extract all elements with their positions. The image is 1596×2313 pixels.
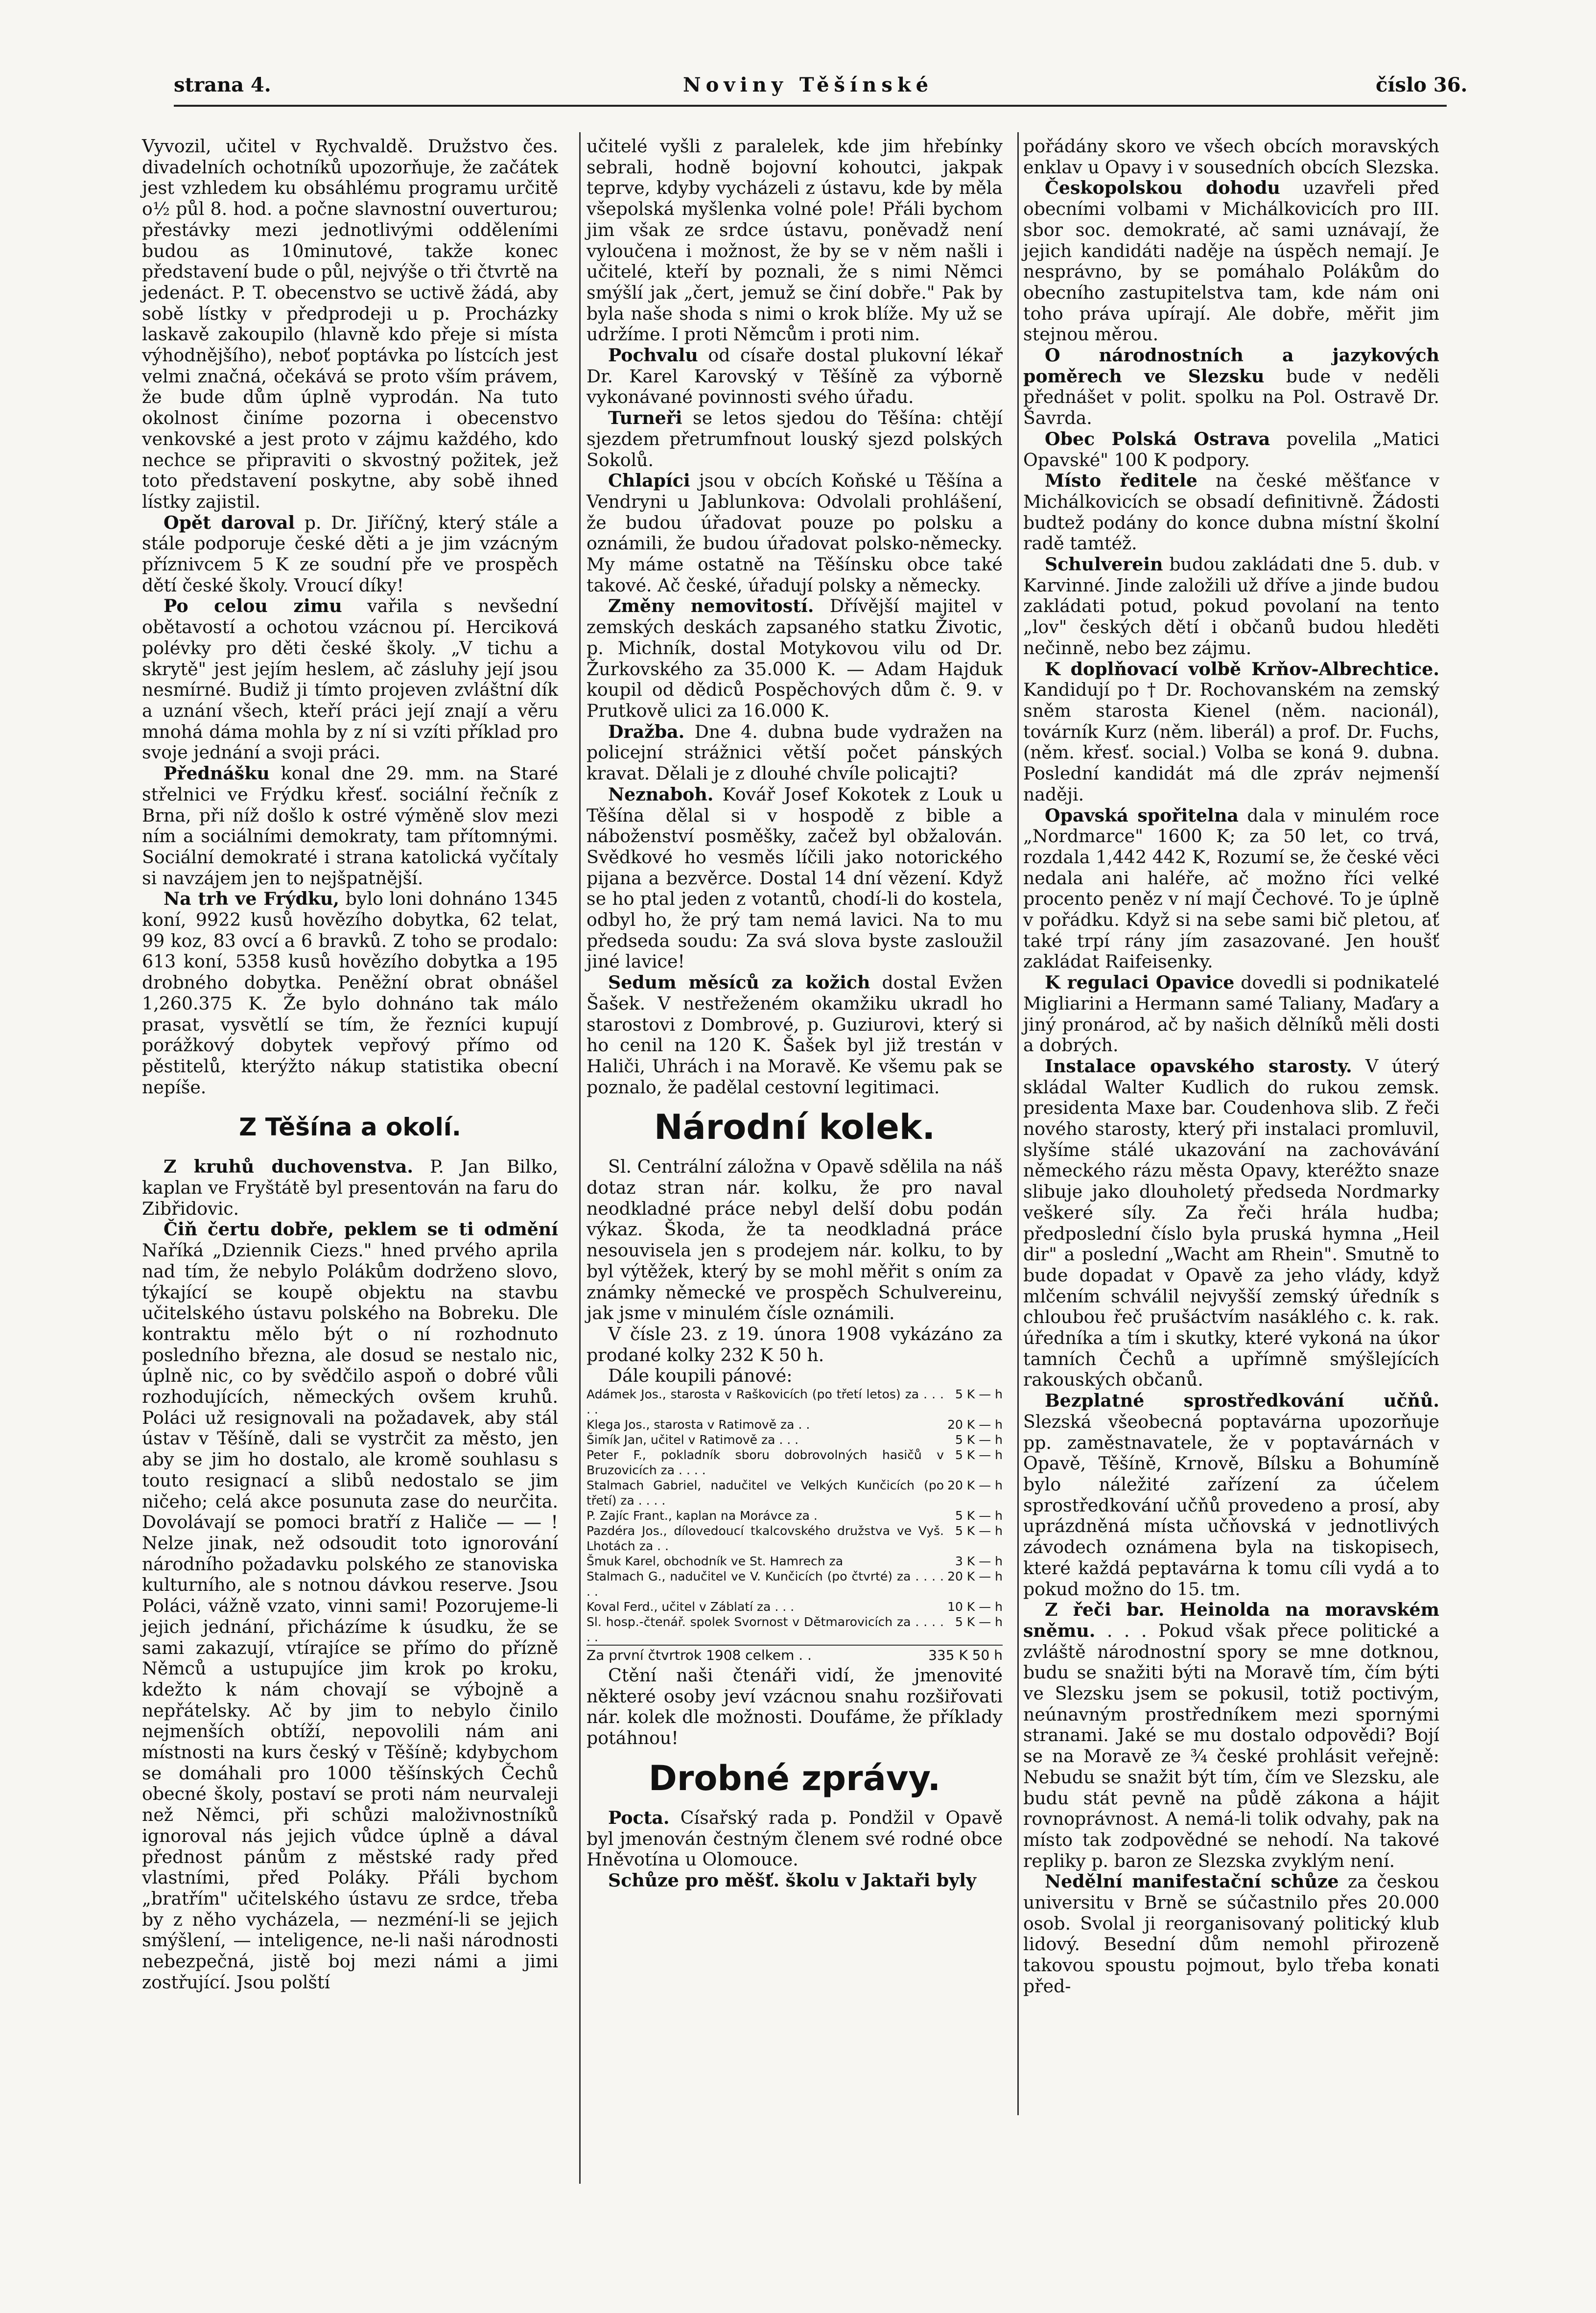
- stamp-buyer-name: Šimík Jan, učitel v Ratimově za . . .: [587, 1433, 799, 1447]
- stamp-buyer-row: [587, 1447, 1003, 1478]
- newspaper-title: Noviny Těšínské: [683, 73, 934, 96]
- article-text: Dřívější majitel v zemských deskách zapsaného statku Životic, p. Michník, dostal Motykovou vilu od Dr. Žurkovského za 35.000 K. — Adam Hajduk koupil od dědiců Pospěchových dům č. 9. v Prutkově ulici za 16.000 K.: [587, 595, 1003, 721]
- article-keyword: Změny nemovitostí.: [608, 595, 814, 617]
- article-keyword: Schulverein: [1045, 554, 1163, 575]
- article-text: P. Jan Bilko, kaplan ve Fryštátě byl presentován na faru do Zibřidovic.: [142, 1156, 559, 1219]
- article-paragraph: [587, 784, 1003, 972]
- article-keyword: Bezplatné sprostředkování učňů.: [1045, 1390, 1439, 1412]
- article-text: V úterý skládal Walter Kudlich do rukou zemsk. presidenta Maxe bar. Coudenhova slib. Z řeči nového starosty, který při instalaci promluvil, slyšíme stálé ukazování na zachovávání německého rázu města Opavy, kteréžto snaze slibuje jako dlouholetý předseda Nordmarky veškeré síly. Za řeči hrála hudba; předposlední číslo byla pruská hymna „Heil dir" a poslední „Wacht am Rhein". Smutně to bude dopadat v Opavě za jeho vlády, když mlčením schválil nejvyšší zemský úředník s chloubou řeč prušáctvím nasáklého c. k. rak. úředníka a tím i skutky, které vykoná na úkor tamních Čechů a upřímně smýšlejících rakouských občanů.: [1023, 1055, 1439, 1391]
- section-heading: Národní kolek.: [654, 1107, 936, 1148]
- article-text: Císařský rada p. Pondžil v Opavě byl jmenován čestným členem své rodné obce Hněvotína u Olomouce.: [587, 1807, 1003, 1870]
- article-keyword: Dražba.: [608, 721, 685, 742]
- stamp-buyer-name: Pazdéra Jos., dílovedoucí tkalcovského družstva ve Vyš. Lhotách za . .: [587, 1524, 944, 1554]
- article-text: od císaře dostal plukovní lékař Dr. Karel Karovský v Těšíně za výborně vykonávané povinnosti svého úřadu.: [587, 345, 1003, 408]
- article-text: na české měšťance v Michálkovicích se obsadí definitivně. Žádosti budtež podány do konce dubna místní školní radě tamtéž.: [1023, 470, 1439, 554]
- article-text: Dne 4. dubna bude vydražen na policejní strážnici větší počet pánských kravat. Dělali je z dlouhé chvíle policajti?: [587, 721, 1003, 784]
- stamp-total-amount: 335 K 50 h: [928, 1647, 1003, 1664]
- stamp-buyer-name: Sl. hosp.-čtenář. spolek Svornost v Dětmarovicích za . . . . . .: [587, 1615, 944, 1645]
- article-paragraph: [1023, 1391, 1439, 1600]
- article-text: vařila s nevšední obětavostí a ochotou vzácnou pí. Herciková polévky pro děti české školy. „V tichu a skrytě" jest jejím heslem, ač zásluhy její jsou nesmírné. Budiž ji tímto projeven zvláštní dík a uznání všech, kteří práci její znají a věru mnohá dáma mohla by z ní si vzíti příklad pro svoje jednání a svoji práci.: [142, 595, 558, 763]
- stamp-total-row: [587, 1645, 1003, 1665]
- article-paragraph: pořádány skoro ve všech obcích moravských enklav u Opavy i v sousedních obcích Slezska.: [1023, 136, 1439, 178]
- article-paragraph: [1023, 554, 1439, 659]
- article-paragraph: [587, 345, 1003, 408]
- article-keyword: Neznaboh.: [608, 783, 714, 805]
- article-text: dovedli si podnikatelé Migliarini a Hermann samé Taliany, Maďary a jiný pronárod, ač by našich dělníků měli dosti a dobrých.: [1023, 972, 1440, 1056]
- article-keyword: K regulaci Opavice: [1045, 972, 1235, 993]
- stamp-buyer-name: Adámek Jos., starosta v Raškovicích (po třetí letos) za . . . . .: [587, 1387, 944, 1417]
- article-text: za českou universitu v Brně se súčastnilo přes 20.000 osob. Svolal ji reorganisovaný politický klub lidový. Besední dům nemohl přirozeně takovou spoustu pojmout, bylo třeba konati před-: [1023, 1871, 1439, 1997]
- stamp-buyer-amount: 5 K — h: [955, 1433, 1003, 1447]
- stamp-buyer-name: Koval Ferd., učitel v Záblatí za . . .: [587, 1600, 795, 1614]
- article-keyword: Turneři: [608, 407, 682, 429]
- article-paragraph: [587, 1808, 1003, 1870]
- stamp-buyer-name: P. Zajíc Frant., kaplan na Morávce za .: [587, 1509, 818, 1523]
- article-paragraph: [1023, 659, 1439, 805]
- article-keyword: Obec Polská Ostrava: [1045, 428, 1270, 449]
- stamp-buyer-row: [587, 1523, 1003, 1554]
- article-text: p. Dr. Jiříčný, který stále a stále podporuje české děti a je jim vzácným příznivcem 5 K ze soudní pře ve prospěch dětí české školy. Vroucí díky!: [142, 512, 558, 596]
- article-paragraph: [1023, 1600, 1439, 1871]
- article-text: bude v neděli přednášet v polit. spolku na Pol. Ostravě Dr. Šavrda.: [1023, 365, 1439, 429]
- stamp-buyer-row: [587, 1417, 1003, 1432]
- column-divider-2: [1017, 132, 1019, 2115]
- article-keyword: Sedum měsíců za kožich: [608, 972, 870, 993]
- stamp-buyer-row: [587, 1432, 1003, 1447]
- column-1: [142, 136, 558, 1993]
- article-paragraph: Ctění naši čtenáři vidí, že jmenovité některé osoby jeví vzácnou snahu rozšiřovati nár. kolek dle možnosti. Doufáme, že příklady potáhnou!: [587, 1665, 1003, 1749]
- stamp-buyer-row: [587, 1599, 1003, 1614]
- section-heading: Z Těšína a okolí.: [239, 1113, 461, 1142]
- column-2: [587, 136, 1003, 1891]
- article-paragraph: [587, 596, 1003, 721]
- article-keyword: Pochvalu: [608, 345, 698, 366]
- stamp-buyer-amount: 20 K — h: [947, 1569, 1003, 1584]
- column-3: [1023, 136, 1439, 1997]
- article-paragraph: [142, 889, 558, 1098]
- article-keyword: O národnostních a jazykových poměrech ve Slezsku: [1023, 345, 1439, 387]
- article-text: konal dne 29. mm. na Staré střelnici ve Frýdku křesť. sociální řečník z Brna, při níž došlo k ostré výměně slov mezi ním a sociálními demokraty, tam přítomnými. Sociální demokraté i strana katolická vyčítaly si navzájem jen to nejšpatnější.: [142, 763, 558, 889]
- header-rule: [174, 105, 1447, 107]
- article-text: Slezská všeobecná poptavárna upozorňuje pp. zaměstnavatele, že v poptavárnách v Opavě, Těšíně, Krnově, Bílsku a Bohumíně bylo náležité zařízení za účelem sprostředkování učňů provedeno a prosí, aby uprázdněná místa učňovská v jednotlivých závodech oznámena byla na tiskopisech, které každá peptavárna k tomu cíli vydá a to pokud možno do 15. tm.: [1023, 1411, 1439, 1600]
- article-keyword: Z řeči bar. Heinolda na moravském sněmu.: [1023, 1599, 1439, 1641]
- article-keyword: Místo ředitele: [1045, 470, 1197, 492]
- article-keyword: Opavská spořitelna: [1045, 804, 1239, 826]
- article-paragraph: [1023, 805, 1439, 973]
- stamp-buyer-row: [587, 1569, 1003, 1599]
- stamp-buyer-amount: 5 K — h: [955, 1387, 1003, 1402]
- article-paragraph: [587, 408, 1003, 471]
- stamp-buyer-amount: 20 K — h: [947, 1417, 1003, 1432]
- article-keyword: Opět daroval: [164, 512, 295, 533]
- issue-number: číslo 36.: [1376, 73, 1468, 96]
- article-paragraph: Vyvozil, učitel v Rychvaldě. Družstvo čes. divadelních ochotníků upozorňuje, že začátek jest vzhledem ku obsáhlému programu určitě o½ půl 8. hod. a počne slavnostní ouverturou; přestávky mezi jednotlivými odděleními budou as 10minutové, takže konec představení bude o půl, nejvýše o tři čtvrtě na jedenáct. P. T. obecenstvo se uctivě žádá, aby sobě lístky v předprodeji u p. Procházky laskavě zakoupilo (hlavně kdo přeje si místa výhodnějšího), neboť poptávka po lístcích jest velmi značná, očekává se proto vším právem, že bude dům úplně vyprodán. Na tuto okolnost činíme pozorna i obecenstvo venkovské a jest proto v zájmu každého, kdo nechce se připraviti o skvostný požitek, jež toto představení poskytne, aby sobě ihned lístky zajistil.: [142, 136, 558, 512]
- article-keyword: Čiň čertu dobře, peklem se ti odmění: [164, 1219, 558, 1240]
- article-paragraph: V čísle 23. z 19. února 1908 vykázáno za prodané kolky 232 K 50 h.: [587, 1323, 1003, 1366]
- article-keyword: Na trh ve Frýdku,: [164, 888, 340, 910]
- stamp-buyer-amount: 20 K — h: [947, 1478, 1003, 1493]
- article-paragraph: [1023, 972, 1439, 1056]
- article-paragraph: [142, 1219, 558, 1993]
- article-paragraph: [1023, 178, 1439, 345]
- section-heading: Drobné zprávy.: [648, 1758, 941, 1798]
- article-text: budou zakládati dne 5. dub. v Karvinné. Jinde založili už dříve a jinde budou zakládati potud, pokud povolaní na tento „lov" českých dětí i občanů budou hleděti nečinně, nebo bez zájmu.: [1023, 554, 1439, 659]
- stamp-buyer-row: [587, 1478, 1003, 1508]
- stamp-buyer-name: Klega Jos., starosta v Ratimově za . .: [587, 1417, 810, 1432]
- article-keyword: Z kruhů duchovenstva.: [164, 1156, 413, 1178]
- article-keyword: Instalace opavského starosty.: [1045, 1055, 1352, 1077]
- article-paragraph: [142, 596, 558, 763]
- article-paragraph: [142, 513, 558, 596]
- article-paragraph: [1023, 429, 1439, 471]
- stamp-buyer-name: Stalmach Gabriel, nadučitel ve Velkých Kunčicích (po třetí) za . . . .: [587, 1478, 944, 1508]
- article-keyword: Českopolskou dohodu: [1045, 177, 1280, 199]
- article-keyword: Nedělní manifestační schůze: [1045, 1871, 1339, 1892]
- article-text: . . . Pokud však přece politické a zvláště národnostní spory se mne dotknou, budu se snažiti býti na Moravě tím, čím býti ve Slezsku jsem se pokusil, totiž poctivým, neúnavným prostředníkem mezi spornými stranami. Jaké se mu dostalo odpovědi? Bojí se na Moravě ze ¾ české prohlásit veřejně: Nebudu se snažit být tím, čím ve Slezsku, ale budu stát pevně na půdě zákona a hájit rovnoprávnost. A nemá-li tolik odvahy, pak na místo tak zodpovědné se nehodí. Na takové repliky p. baron ze Slezska zvyklým není.: [1023, 1620, 1439, 1871]
- article-text: Kandidují po † Dr. Rochovanském na zemský sněm starosta Kienel (něm. nacionál), továrník Kurz (něm. liberál) a prof. Dr. Fuchs, (něm. křesť. social.) Volba se koná 9. dubna. Poslední kandidát má dle zpráv nejmenší naději.: [1023, 679, 1439, 805]
- article-keyword: Schůze pro měšť. školu v Jaktaři byly: [608, 1870, 977, 1891]
- article-text: povelila „Matici Opavské" 100 K podpory.: [1023, 428, 1439, 471]
- article-text: dala v minulém roce „Nordmarce" 1600 K; za 50 let, co trvá, rozdala 1,442 442 K, Rozumí se, že české věci nedala ani haléře, ač možno říci velké procento peněz v ní mají Čechové. To je úplně v pořádku. Když si na sebe sami bič pletou, ať také trpí rány jím zasazované. Jen houšť zakládat Raifeisenky.: [1023, 804, 1439, 972]
- article-paragraph: [142, 763, 558, 889]
- article-paragraph: [587, 972, 1003, 1098]
- stamp-buyer-row: [587, 1554, 1003, 1569]
- article-paragraph: [587, 1870, 1003, 1891]
- article-text: Kovář Josef Kokotek z Louk u Těšína dělal si v hospodě z bible a náboženství posměšky, začež byl obžalován. Svědkové ho vesměs líčili jako notorického pijana a bezvěrce. Dostal 14 dní vězení. Když se ho ptal jeden z votantů, chodí-li do kostela, odbyl ho, že prý tam nemá lavici. Na to mu předseda soudu: Za svá slova byste zasloužil jiné lavice!: [587, 783, 1003, 972]
- article-keyword: Chlapíci: [608, 470, 690, 492]
- column-divider-1: [579, 132, 581, 2184]
- article-paragraph: učitelé vyšli z paralelek, kde jim hřebínky sebrali, hodně bojovní kohoutci, jakpak teprve, kdyby vycházeli z ústavu, kde by měla všepolská myšlenka volné pole! Přáli bychom jim však ze srdce ústavu, poněvadž není vyloučena i možnost, že by se v něm našli i učitelé, kteří by poznali, že s nimi Němci smýšlí jak „čert, jemuž se činí dobře." Pak by byla naše shoda s nimi o krok blíže. My už se udržíme. I proti Němcům i proti nim.: [587, 136, 1003, 345]
- article-text: Naříká „Dziennik Ciezs." hned prvého aprila nad tím, že nebylo Polákům dodrženo slovo, týkající se koupě objektu na stavbu učitelského ústavu polského na Bobreku. Dle kontraktu mělo být o ní rozhodnuto posledního března, ale dosud se nestalo nic, úplně nic, co by svědčilo aspoň o dobré vůli rozhodujících, německých ovšem kruhů. Poláci už resignovali na požadavek, aby stál ústav v Těšíně, dali se vystrčit za město, jen aby se jim ho dostalo, ale kromě souhlasu s touto resignací a slibů nedostalo se jim ničeho; celá akce posunuta zase do neurčita. Dovolávají se pomoci bratří z Haliče — — ! Nelze jinak, než odsoudit toto ignorování národního požadavku polského ze stanoviska kulturního, ale s notnou dávkou reserve. Jsou Poláci, vážně vzato, vinni sami! Pozorujeme-li jejich jednání, přicházíme k úsudku, že se sami zakazují, vtírajíce se přímo do přízně Němců a ustupujíce jim krok po kroku, kdežto k nám chovají se výbojně a nepřátelsky. Ač by jim to nebylo činilo nejmenších obtíží, nepovolili nám ani místnosti na kurs český v Těšíně; kdybychom se domáhali pro 1000 těšínských Čechů obecné školy, postaví se proti nám neurvaleji než Němci, při schůzi maloživnostníků ignoroval nás jejich vůdce úplně a dával přednost pánům z městské rady před vlastními, před Poláky. Přáli bychom „bratřím" učitelského ústavu ze srdce, třeba by z něho vycházela, — nezméní-li se jejich smýšlení, — inteligence, ne-li naši národnosti nebezpečná, jistě boj mezi námi a jimi zostřující. Jsou polští: [142, 1240, 558, 1993]
- article-keyword: Po celou zimu: [164, 595, 342, 617]
- stamp-buyer-row: [587, 1508, 1003, 1523]
- article-paragraph: [1023, 345, 1439, 429]
- article-text: dostal Evžen Šašek. V nestřeženém okamžiku ukradl ho starostovi z Dombrové, p. Guziurovi, který si ho cenil na 120 K. Šašek byl již trestán v Haliči, Uhrách i na Moravě. Ke všemu pak se poznalo, že padělal cestovní legitimaci.: [587, 972, 1003, 1098]
- stamp-buyer-name: Šmuk Karel, obchodník ve St. Hamrech za: [587, 1554, 844, 1569]
- stamp-buyer-name: Stalmach G., nadučitel ve V. Kunčicích (po čtvrté) za . . . . . .: [587, 1569, 944, 1599]
- article-paragraph: [587, 722, 1003, 784]
- article-keyword: K doplňovací volbě Krňov-Albrechtice.: [1045, 658, 1439, 680]
- stamp-buyer-name: Peter F., pokladník sboru dobrovolných hasičů v Bruzovicích za . . . .: [587, 1448, 944, 1478]
- stamp-buyers-list: [587, 1387, 1003, 1645]
- article-paragraph: [587, 471, 1003, 596]
- stamp-buyer-amount: 3 K — h: [955, 1554, 1003, 1569]
- page-number: strana 4.: [174, 73, 271, 96]
- stamp-buyer-row: [587, 1614, 1003, 1645]
- article-keyword: Přednášku: [164, 763, 270, 784]
- article-paragraph: [142, 1156, 558, 1219]
- article-text: uzavřeli před obecními volbami v Michálkovicích pro III. sbor soc. demokraté, ač sami uznávají, že jejich kandidáti naděje na úspěch nemají. Je nesprávno, by se pomáhalo Polákům do obecního zastupitelstva tam, kde nám oni toho práva upírají. Ale dobře, měřit jim stejnou měrou.: [1023, 177, 1439, 345]
- article-text: jsou v obcích Koňské u Těšína a Vendryni u Jablunkova: Odvolali prohlášení, že budou úřadovat pouze po polsku a oznámili, že budou úřadovat polsko-německy. My máme ostatně na Těšínsku obce také takové. Ač české, úřadují polsky a německy.: [587, 470, 1003, 596]
- article-paragraph: Dále koupili pánové:: [608, 1365, 793, 1387]
- article-paragraph: Sl. Centrální záložna v Opavě sdělila na náš dotaz stran nár. kolku, že pro naval neodkladné práce nebyl delší dobu podán výkaz. Škoda, že ta neodkladná práce nesouvisela jen s prodejem nár. kolku, to by byl výtěžek, který by se mohl měřit s oním za známky německé ve prospěch Schulvereinu, jak jsme v minulém čísle oznámili.: [587, 1156, 1003, 1324]
- article-paragraph: [1023, 1871, 1439, 1997]
- stamp-buyer-amount: 5 K — h: [955, 1615, 1003, 1629]
- stamp-buyer-amount: 10 K — h: [947, 1600, 1003, 1614]
- stamp-total-label: Za první čtvrtrok 1908 celkem . .: [587, 1647, 812, 1664]
- stamp-buyer-amount: 5 K — h: [955, 1448, 1003, 1463]
- article-text: se letos sjedou do Těšína: chtějí sjezdem přetrumfnout louský sjezd polských Sokolů.: [587, 407, 1003, 471]
- article-paragraph: [1023, 471, 1439, 554]
- article-text: bylo loni dohnáno 1345 koní, 9922 kusů hovězího dobytka, 62 telat, 99 koz, 83 ovcí a 6 bravků. Z toho se prodalo: 613 koní, 5358 kusů hovězího dobytka a 195 drobného dobytka. Peněžní obrat obnášel 1,260.375 K. Že bylo dohnáno tak málo prasat, vysvětlí se tím, že řezníci kupují porážkový dobytek vepřový přímo od pěstitelů, kterýžto nákup statistika obecní nepíše.: [142, 888, 558, 1098]
- stamp-buyer-amount: 5 K — h: [955, 1524, 1003, 1538]
- stamp-buyer-amount: 5 K — h: [955, 1509, 1003, 1523]
- article-keyword: Pocta.: [608, 1807, 670, 1828]
- article-paragraph: [1023, 1056, 1439, 1391]
- stamp-buyer-row: [587, 1387, 1003, 1417]
